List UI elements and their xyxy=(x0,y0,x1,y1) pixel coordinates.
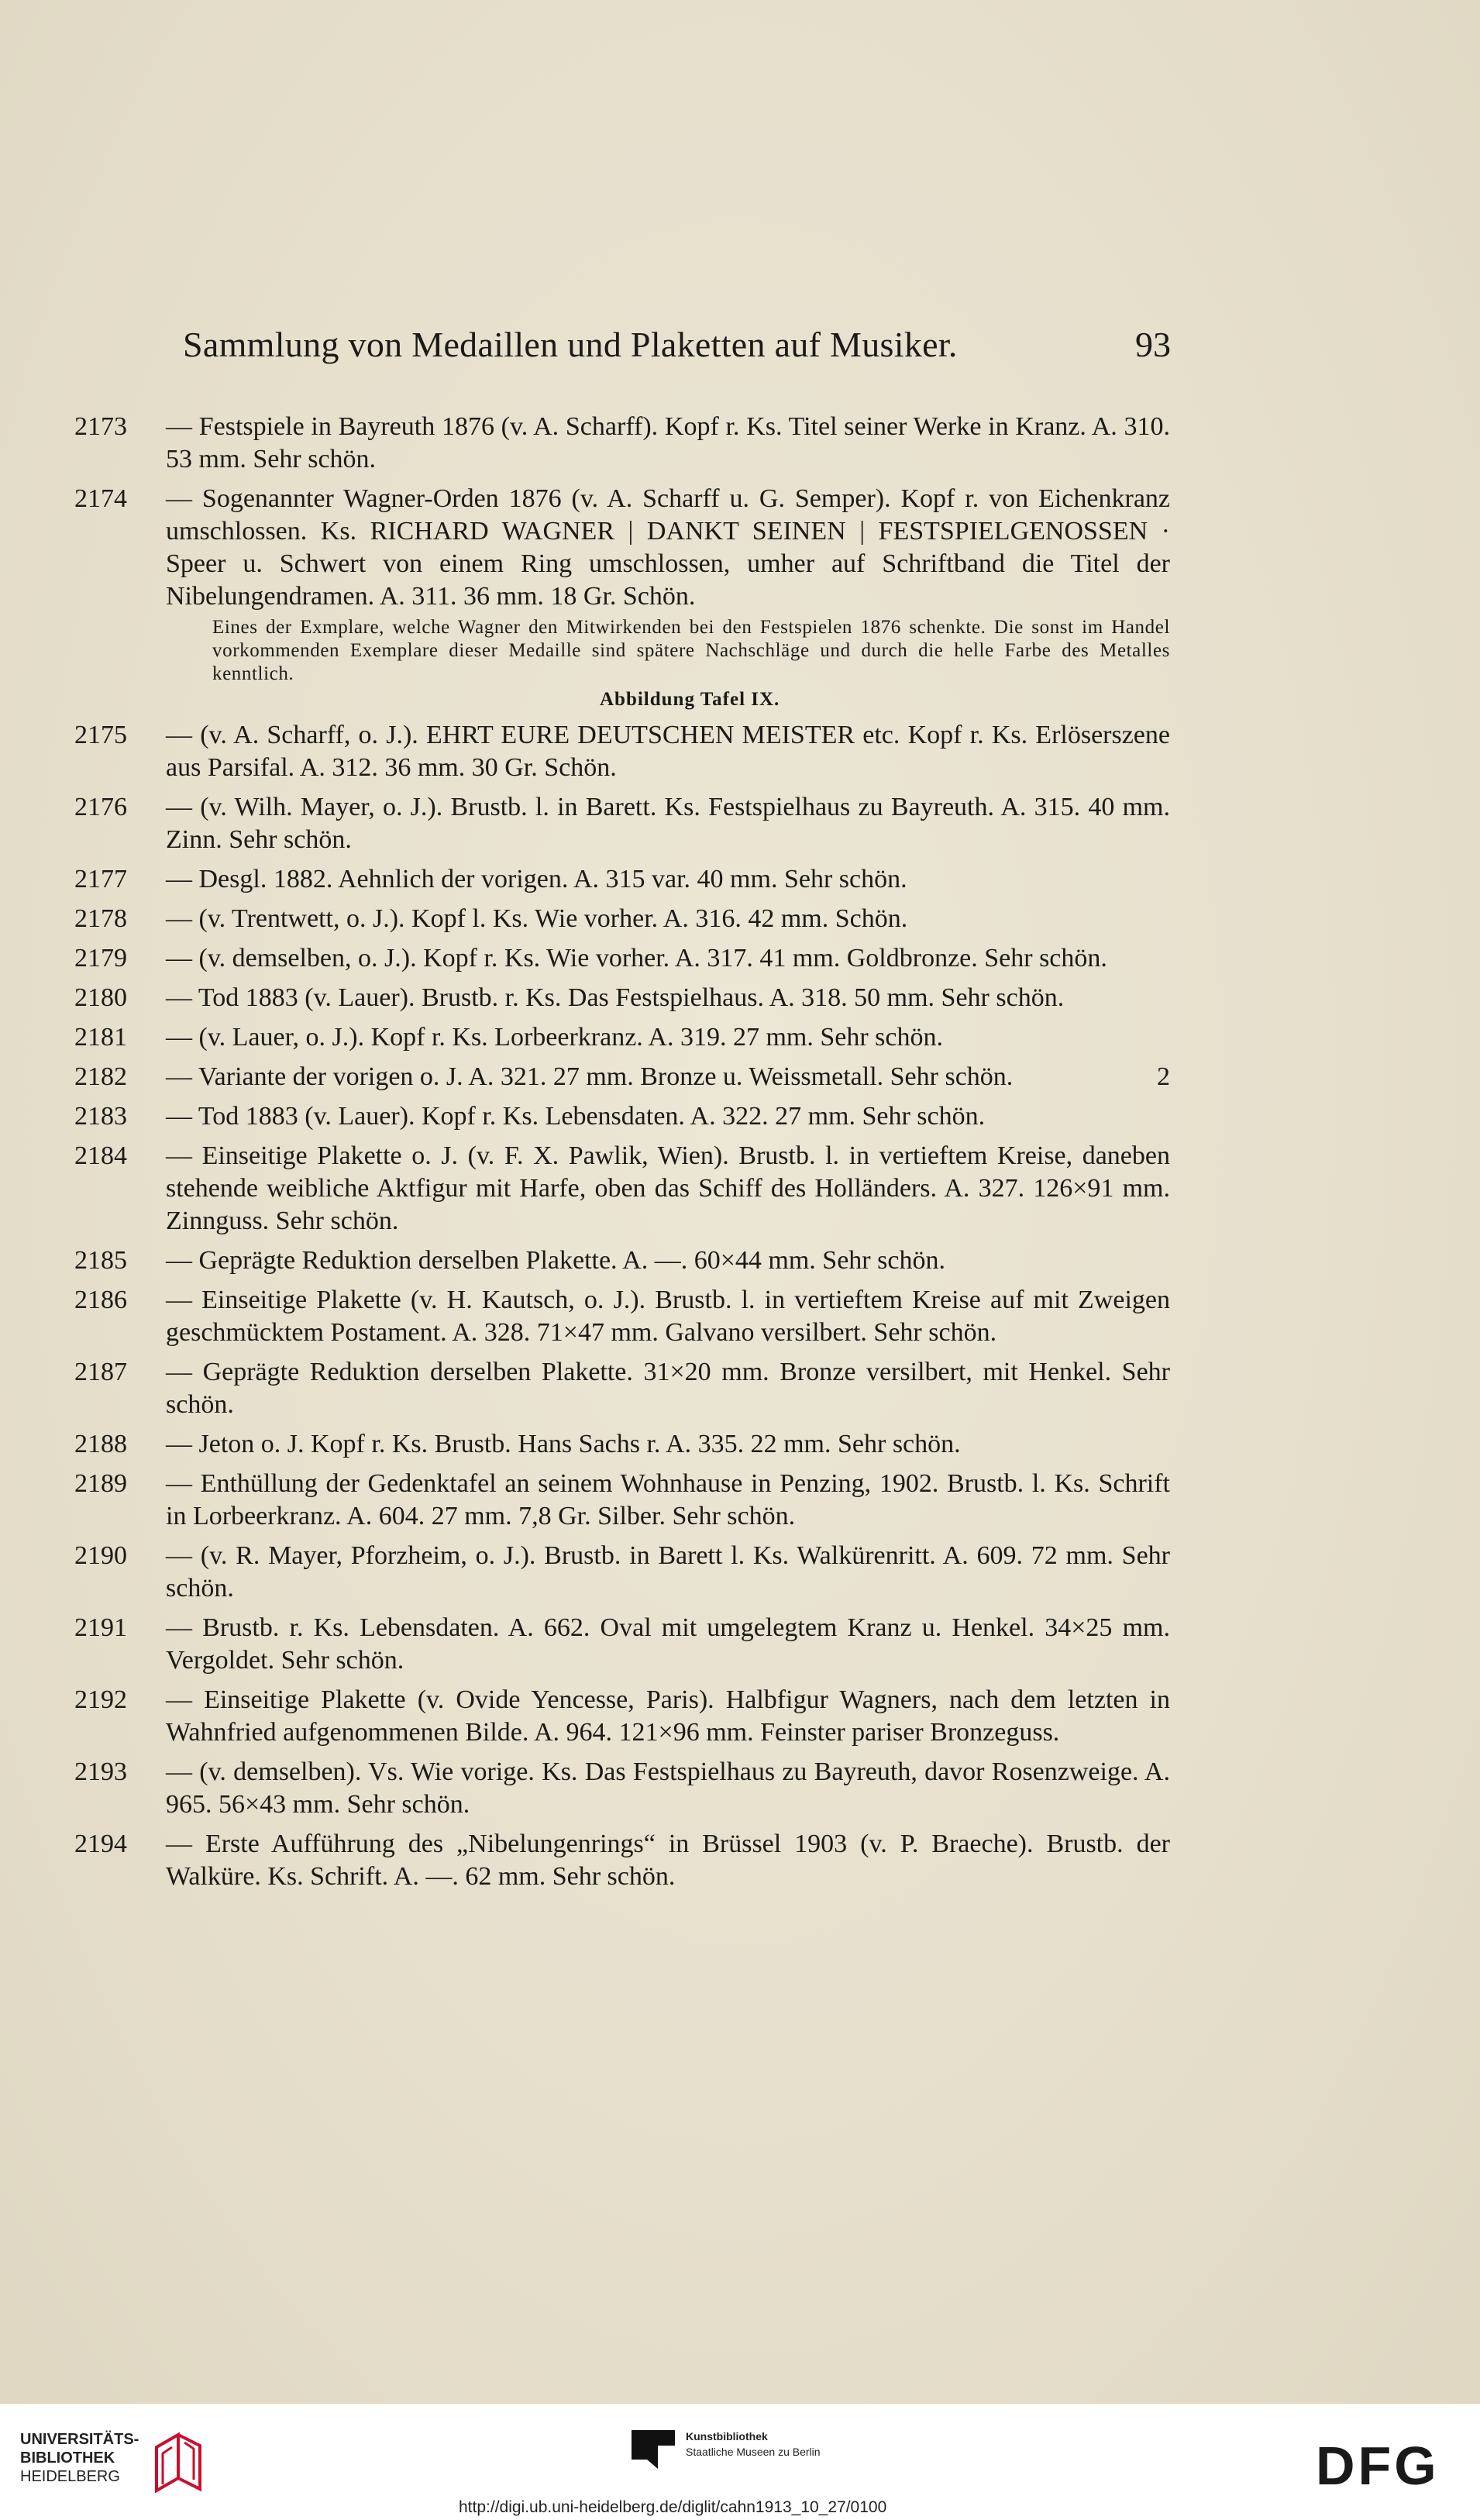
kunstbibliothek-logo[interactable] xyxy=(632,2430,864,2477)
entry-number: 2179 xyxy=(74,944,127,973)
entry-number: 2182 xyxy=(74,1062,127,1091)
entry-number: 2193 xyxy=(74,1757,127,1786)
catalogue-entry xyxy=(70,942,1170,975)
entry-description: — Erste Aufführung des „Nibelungenrings“ in Brüssel 1903 (v. P. Braeche). Brustb. der Walküre. Ks. Schrift. A. —. 62 mm. Sehr schön. xyxy=(166,1830,1170,1891)
catalogue-entry xyxy=(70,1428,1170,1461)
entry-description: — Geprägte Reduktion derselben Plakette. 31×20 mm. Bronze versilbert, mit Henkel. Sehr schön. xyxy=(166,1358,1170,1419)
catalogue-entries xyxy=(70,411,1170,1900)
entry-number: 2192 xyxy=(74,1685,127,1714)
entry-number: 2181 xyxy=(74,1023,127,1052)
entry-description: — Tod 1883 (v. Lauer). Kopf r. Ks. Lebensdaten. A. 322. 27 mm. Sehr schön. xyxy=(166,1102,986,1131)
dfg-logo[interactable]: DFG xyxy=(1316,2436,1440,2496)
entry-description: — Variante der vorigen o. J. A. 321. 27 mm. Bronze u. Weissmetall. Sehr schön. xyxy=(166,1062,1014,1091)
catalogue-entry xyxy=(70,1140,1170,1238)
catalogue-entry xyxy=(70,411,1170,476)
catalogue-entry xyxy=(70,1540,1170,1605)
entry-number: 2178 xyxy=(74,904,127,933)
entry-number: 2174 xyxy=(74,484,127,513)
catalogue-entry xyxy=(70,1756,1170,1821)
entry-number: 2175 xyxy=(74,721,127,749)
catalogue-entry xyxy=(70,1468,1170,1533)
catalogue-entry xyxy=(70,1061,1170,1093)
catalogue-entry xyxy=(70,1100,1170,1133)
catalogue-entry xyxy=(70,982,1170,1014)
kunstbibliothek-subtitle: Staatliche Museen zu Berlin xyxy=(686,2446,821,2458)
entry-number: 2188 xyxy=(74,1430,127,1458)
page-title: Sammlung von Medaillen und Plaketten auf Musiker. xyxy=(183,325,958,364)
library-line-1: UNIVERSITÄTS- xyxy=(20,2431,139,2448)
entry-description: — Festspiele in Bayreuth 1876 (v. A. Scharff). Kopf r. Ks. Titel seiner Werke in Kranz. A. 310. 53 mm. Sehr schön. xyxy=(166,412,1170,473)
plate-reference: Abbildung Tafel IX. xyxy=(600,689,780,710)
entry-number: 2190 xyxy=(74,1541,127,1570)
entry-description: — Desgl. 1882. Aehnlich der vorigen. A. 315 var. 40 mm. Sehr schön. xyxy=(166,865,907,893)
entry-number: 2187 xyxy=(74,1358,127,1386)
university-library-logo[interactable] xyxy=(20,2430,222,2500)
kunstbibliothek-name: Kunstbibliothek xyxy=(686,2430,768,2443)
entry-description: — Jeton o. J. Kopf r. Ks. Brustb. Hans Sachs r. A. 335. 22 mm. Sehr schön. xyxy=(166,1430,961,1458)
entry-number: 2173 xyxy=(74,412,127,441)
catalogue-entry xyxy=(70,1828,1170,1893)
catalogue-entry xyxy=(70,1021,1170,1054)
entry-description: — Geprägte Reduktion derselben Plakette. A. —. 60×44 mm. Sehr schön. xyxy=(166,1246,945,1275)
kunstbibliothek-mark-icon xyxy=(632,2430,675,2469)
entry-description: — (v. A. Scharff, o. J.). EHRT EURE DEUTSCHEN MEISTER etc. Kopf r. Ks. Erlöserszene aus Parsifal. A. 312. 36 mm. 30 Gr. Schön. xyxy=(166,721,1170,782)
library-line-2: BIBLIOTHEK xyxy=(20,2449,115,2467)
permalink-url[interactable]: http://digi.ub.uni-heidelberg.de/diglit/cahn1913_10_27/0100 xyxy=(459,2498,887,2516)
library-book-icon xyxy=(152,2430,223,2495)
entry-description: — Einseitige Plakette (v. H. Kautsch, o. J.). Brustb. l. in vertieftem Kreise auf mit Zweigen geschmücktem Postament. A. 328. 71×47 mm. Galvano versilbert. Sehr schön. xyxy=(166,1286,1170,1347)
entry-number: 2184 xyxy=(74,1141,127,1170)
entry-note: Eines der Exmplare, welche Wagner den Mitwirkenden bei den Festspielen 1876 schenkte. Die sonst im Handel vorkommenden Exemplare dieser Medaille sind spätere Nachschläge und durch die helle Farbe des Metalles kenntlich. xyxy=(212,617,1170,684)
entry-description: — Brustb. r. Ks. Lebensdaten. A. 662. Oval mit umgelegtem Kranz u. Henkel. 34×25 mm. Vergoldet. Sehr schön. xyxy=(166,1613,1170,1675)
catalogue-entry xyxy=(70,791,1170,856)
entry-description: — Enthüllung der Gedenktafel an seinem Wohnhause in Penzing, 1902. Brustb. l. Ks. Schrift in Lorbeerkranz. A. 604. 27 mm. 7,8 Gr. Silber. Sehr schön. xyxy=(166,1469,1170,1530)
catalogue-entry xyxy=(70,483,1170,712)
entry-description: — (v. Lauer, o. J.). Kopf r. Ks. Lorbeerkranz. A. 319. 27 mm. Sehr schön. xyxy=(166,1023,943,1052)
entry-description: — (v. Wilh. Mayer, o. J.). Brustb. l. in Barett. Ks. Festspielhaus zu Bayreuth. A. 315. 40 mm. Zinn. Sehr schön. xyxy=(166,793,1170,854)
catalogue-entry xyxy=(70,863,1170,896)
page-number: 93 xyxy=(1135,325,1171,364)
entry-number: 2180 xyxy=(74,983,127,1012)
entry-description: — Sogenannter Wagner-Orden 1876 (v. A. Scharff u. G. Semper). Kopf r. von Eichenkranz umschlossen. Ks. RICHARD WAGNER | DANKT SEINEN | FESTSPIELGENOSSEN · Speer u. Schwert von einem Ring umschlossen, umher auf Schriftband die Titel der Nibelungendramen. A. 311. 36 mm. 18 Gr. Schön. xyxy=(166,484,1170,611)
entry-description: — Einseitige Plakette o. J. (v. F. X. Pawlik, Wien). Brustb. l. in vertieftem Kreise, daneben stehende weibliche Aktfigur mit Harfe, oben das Schiff des Holländers. A. 327. 126×91 mm. Zinnguss. Sehr schön. xyxy=(166,1141,1170,1235)
catalogue-entry xyxy=(70,1684,1170,1749)
catalogue-entry xyxy=(70,1284,1170,1349)
entry-tail-number: 2 xyxy=(1157,1062,1170,1091)
catalogue-entry xyxy=(70,1245,1170,1277)
entry-number: 2191 xyxy=(74,1613,127,1642)
entry-number: 2177 xyxy=(74,865,127,893)
entry-number: 2186 xyxy=(74,1286,127,1314)
entry-description: — Einseitige Plakette (v. Ovide Yencesse, Paris). Halbfigur Wagners, nach dem letzten in Wahnfried aufgenommenen Bilde. A. 964. 121×96 mm. Feinster pariser Bronzeguss. xyxy=(166,1685,1170,1747)
catalogue-entry xyxy=(70,719,1170,784)
catalogue-entry xyxy=(70,903,1170,935)
entry-description: — (v. demselben). Vs. Wie vorige. Ks. Das Festspielhaus zu Bayreuth, davor Rosenzweige. A. 965. 56×43 mm. Sehr schön. xyxy=(166,1757,1170,1819)
catalogue-entry xyxy=(70,1612,1170,1677)
entry-number: 2183 xyxy=(74,1102,127,1131)
entry-number: 2185 xyxy=(74,1246,127,1275)
entry-number: 2194 xyxy=(74,1830,127,1858)
entry-number: 2189 xyxy=(74,1469,127,1498)
entry-description: — (v. Trentwett, o. J.). Kopf l. Ks. Wie vorher. A. 316. 42 mm. Schön. xyxy=(166,904,908,933)
entry-description: — (v. demselben, o. J.). Kopf r. Ks. Wie vorher. A. 317. 41 mm. Goldbronze. Sehr schön. xyxy=(166,944,1107,973)
entry-description: — Tod 1883 (v. Lauer). Brustb. r. Ks. Das Festspielhaus. A. 318. 50 mm. Sehr schön. xyxy=(166,983,1065,1012)
entry-description: — (v. R. Mayer, Pforzheim, o. J.). Brustb. in Barett l. Ks. Walkürenritt. A. 609. 72 mm. Sehr schön. xyxy=(166,1541,1170,1603)
catalogue-entry xyxy=(70,1356,1170,1421)
entry-number: 2176 xyxy=(74,793,127,821)
running-header xyxy=(183,324,1171,378)
viewer-footer xyxy=(0,2404,1480,2520)
library-line-3: HEIDELBERG xyxy=(20,2468,120,2485)
university-library-text xyxy=(20,2430,139,2486)
